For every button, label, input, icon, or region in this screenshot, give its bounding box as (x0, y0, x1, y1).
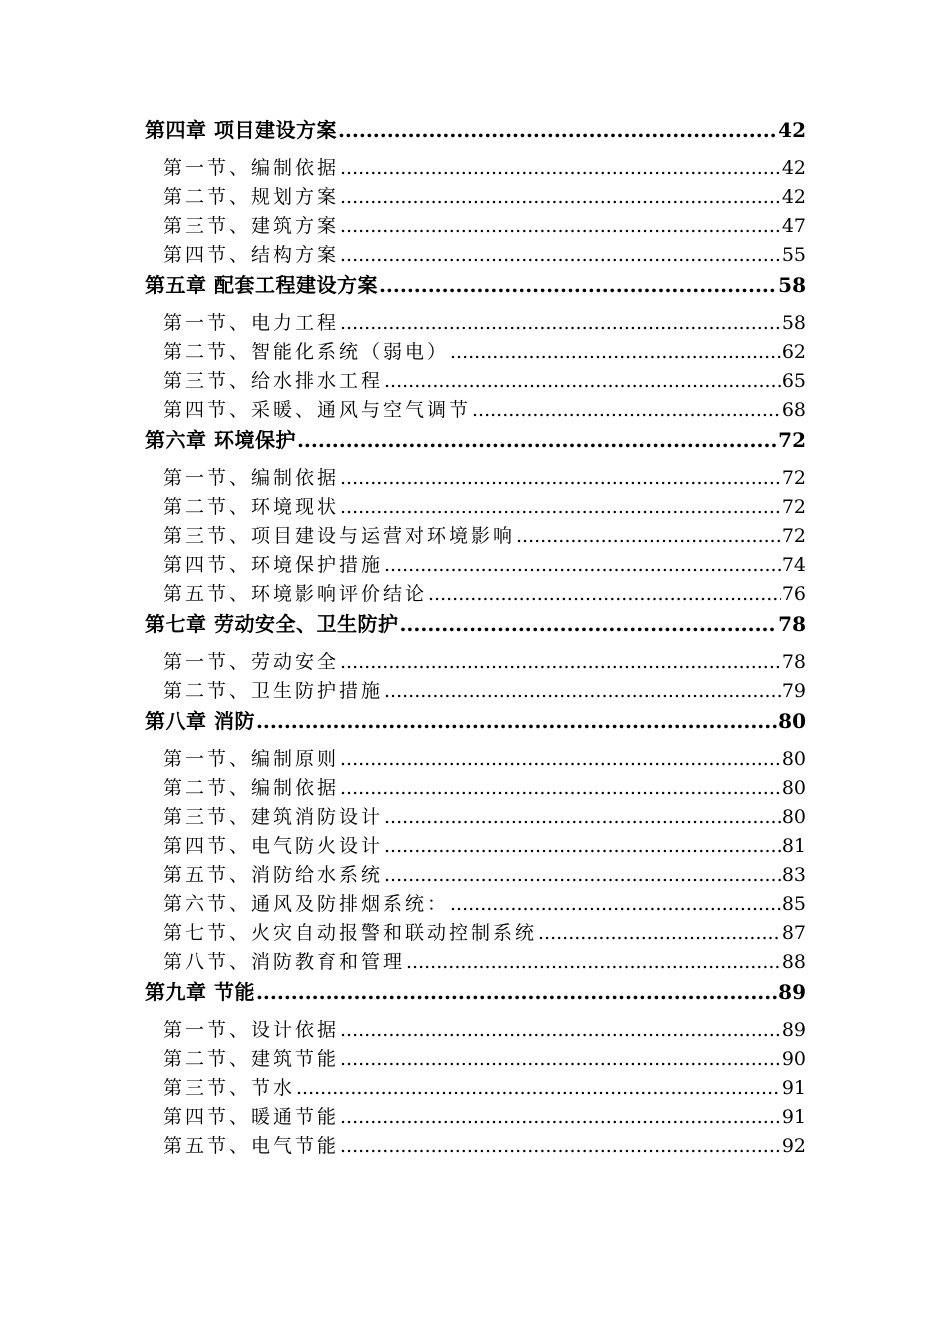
toc-leader-dots (384, 367, 781, 396)
toc-chapter-page: 58 (778, 273, 806, 297)
toc-section-entry[interactable] (145, 919, 806, 948)
toc-leader-dots (256, 977, 777, 1007)
toc-section-page: 92 (781, 1135, 806, 1157)
toc-section-title: 第五节、电气节能 (163, 1135, 340, 1157)
toc-leader-dots (384, 832, 781, 861)
toc-leader-dots (340, 212, 781, 241)
toc-section-page: 62 (781, 341, 806, 363)
toc-section-title: 第二节、规划方案 (163, 186, 340, 208)
toc-section-page: 91 (781, 1106, 806, 1128)
toc-section-title: 第四节、结构方案 (163, 244, 340, 266)
toc-leader-dots (472, 396, 781, 425)
toc-chapter-entry[interactable] (145, 609, 806, 648)
toc-section-page: 74 (781, 554, 806, 576)
toc-section-title: 第七节、火灾自动报警和联动控制系统 (163, 922, 538, 944)
toc-leader-dots (340, 648, 781, 677)
toc-section-title: 第一节、劳动安全 (163, 651, 340, 673)
toc-section-entry[interactable] (145, 580, 806, 609)
toc-section-page: 76 (781, 583, 806, 605)
toc-section-entry[interactable] (145, 338, 806, 367)
toc-leader-dots (340, 745, 781, 774)
toc-section-title: 第一节、编制原则 (163, 748, 340, 770)
toc-section-entry[interactable] (145, 1132, 806, 1161)
toc-section-page: 68 (781, 399, 806, 421)
toc-section-entry[interactable] (145, 1045, 806, 1074)
toc-section-page: 58 (781, 312, 806, 334)
toc-section-page: 72 (781, 525, 806, 547)
toc-chapter-entry[interactable] (145, 270, 806, 309)
toc-section-page: 72 (781, 496, 806, 518)
toc-leader-dots (296, 1074, 781, 1103)
toc-section-title: 第三节、项目建设与运营对环境影响 (163, 525, 516, 547)
toc-leader-dots (340, 241, 781, 270)
toc-section-entry[interactable] (145, 493, 806, 522)
toc-leader-dots (384, 677, 781, 706)
toc-section-title: 第二节、编制依据 (163, 777, 340, 799)
toc-section-title: 第一节、编制依据 (163, 157, 340, 179)
toc-chapter-entry[interactable] (145, 425, 806, 464)
toc-section-title: 第四节、电气防火设计 (163, 835, 384, 857)
toc-section-title: 第三节、建筑方案 (163, 215, 340, 237)
toc-section-page: 90 (781, 1048, 806, 1070)
toc-section-page: 80 (781, 777, 806, 799)
toc-section-page: 80 (781, 806, 806, 828)
toc-section-title: 第三节、建筑消防设计 (163, 806, 384, 828)
toc-chapter-title: 第六章 环境保护 (145, 428, 296, 452)
toc-leader-dots (340, 774, 781, 803)
toc-section-page: 42 (781, 186, 806, 208)
toc-section-title: 第二节、建筑节能 (163, 1048, 340, 1070)
toc-chapter-title: 第七章 劳动安全、卫生防护 (145, 612, 399, 636)
toc-leader-dots (538, 919, 781, 948)
toc-section-page: 85 (781, 893, 806, 915)
toc-section-title: 第二节、智能化系统（弱电） (163, 341, 450, 363)
toc-section-entry[interactable] (145, 367, 806, 396)
toc-chapter-title: 第五章 配套工程建设方案 (145, 273, 378, 297)
toc-section-page: 91 (781, 1077, 806, 1099)
toc-leader-dots (450, 338, 781, 367)
toc-section-title: 第六节、通风及防排烟系统： (163, 893, 450, 915)
table-of-contents (145, 115, 806, 1161)
toc-leader-dots (384, 861, 781, 890)
toc-chapter-page: 42 (778, 118, 806, 142)
toc-section-title: 第一节、设计依据 (163, 1019, 340, 1041)
toc-leader-dots (450, 890, 781, 919)
toc-chapter-page: 78 (778, 612, 806, 636)
toc-section-entry[interactable] (145, 648, 806, 677)
toc-section-entry[interactable] (145, 677, 806, 706)
toc-chapter-entry[interactable] (145, 115, 806, 154)
toc-leader-dots (340, 1016, 781, 1045)
toc-section-title: 第一节、编制依据 (163, 467, 340, 489)
toc-section-page: 42 (781, 157, 806, 179)
toc-section-entry[interactable] (145, 774, 806, 803)
toc-leader-dots (340, 1132, 781, 1161)
toc-section-entry[interactable] (145, 551, 806, 580)
toc-leader-dots (340, 309, 781, 338)
toc-chapter-title: 第九章 节能 (145, 980, 255, 1004)
toc-chapter-title: 第四章 项目建设方案 (145, 118, 337, 142)
toc-leader-dots (256, 706, 777, 736)
toc-leader-dots (406, 948, 781, 977)
toc-chapter-entry[interactable] (145, 706, 806, 745)
toc-chapter-page: 72 (778, 428, 806, 452)
toc-section-page: 80 (781, 748, 806, 770)
toc-section-entry[interactable] (145, 948, 806, 977)
toc-section-title: 第八节、消防教育和管理 (163, 951, 406, 973)
toc-leader-dots (297, 425, 777, 455)
toc-section-title: 第二节、卫生防护措施 (163, 680, 384, 702)
toc-section-page: 87 (781, 922, 806, 944)
toc-section-page: 78 (781, 651, 806, 673)
toc-section-page: 55 (781, 244, 806, 266)
toc-section-title: 第一节、电力工程 (163, 312, 340, 334)
toc-section-title: 第五节、消防给水系统 (163, 864, 384, 886)
toc-section-title: 第三节、给水排水工程 (163, 370, 384, 392)
toc-leader-dots (516, 522, 781, 551)
toc-leader-dots (384, 803, 781, 832)
toc-leader-dots (340, 183, 781, 212)
toc-section-page: 89 (781, 1019, 806, 1041)
toc-leader-dots (340, 1045, 781, 1074)
toc-leader-dots (379, 270, 777, 300)
toc-section-entry[interactable] (145, 803, 806, 832)
toc-section-page: 65 (781, 370, 806, 392)
toc-section-page: 83 (781, 864, 806, 886)
toc-section-title: 第四节、暖通节能 (163, 1106, 340, 1128)
toc-section-entry[interactable] (145, 890, 806, 919)
toc-leader-dots (384, 551, 781, 580)
toc-section-entry[interactable] (145, 745, 806, 774)
toc-leader-dots (340, 1103, 781, 1132)
toc-section-page: 72 (781, 467, 806, 489)
toc-leader-dots (340, 493, 781, 522)
toc-leader-dots (399, 609, 777, 639)
toc-section-title: 第二节、环境现状 (163, 496, 340, 518)
toc-section-entry[interactable] (145, 522, 806, 551)
toc-chapter-title: 第八章 消防 (145, 709, 255, 733)
toc-section-page: 81 (781, 835, 806, 857)
toc-section-page: 88 (781, 951, 806, 973)
toc-section-entry[interactable] (145, 1103, 806, 1132)
toc-section-entry[interactable] (145, 309, 806, 338)
toc-section-entry[interactable] (145, 861, 806, 890)
toc-section-entry[interactable] (145, 183, 806, 212)
toc-section-title: 第五节、环境影响评价结论 (163, 583, 428, 605)
toc-leader-dots (428, 580, 781, 609)
toc-section-entry[interactable] (145, 1074, 806, 1103)
toc-section-entry[interactable] (145, 241, 806, 270)
toc-section-title: 第三节、节水 (163, 1077, 296, 1099)
toc-section-entry[interactable] (145, 832, 806, 861)
toc-leader-dots (340, 154, 781, 183)
toc-section-title: 第四节、环境保护措施 (163, 554, 384, 576)
toc-section-page: 47 (781, 215, 806, 237)
toc-chapter-page: 80 (778, 709, 806, 733)
toc-leader-dots (340, 464, 781, 493)
toc-section-title: 第四节、采暖、通风与空气调节 (163, 399, 472, 421)
toc-section-entry[interactable] (145, 212, 806, 241)
toc-chapter-entry[interactable] (145, 977, 806, 1016)
toc-chapter-page: 89 (778, 980, 806, 1004)
toc-section-entry[interactable] (145, 154, 806, 183)
toc-leader-dots (338, 115, 777, 145)
toc-section-page: 79 (781, 680, 806, 702)
toc-section-entry[interactable] (145, 396, 806, 425)
toc-section-entry[interactable] (145, 464, 806, 493)
toc-section-entry[interactable] (145, 1016, 806, 1045)
